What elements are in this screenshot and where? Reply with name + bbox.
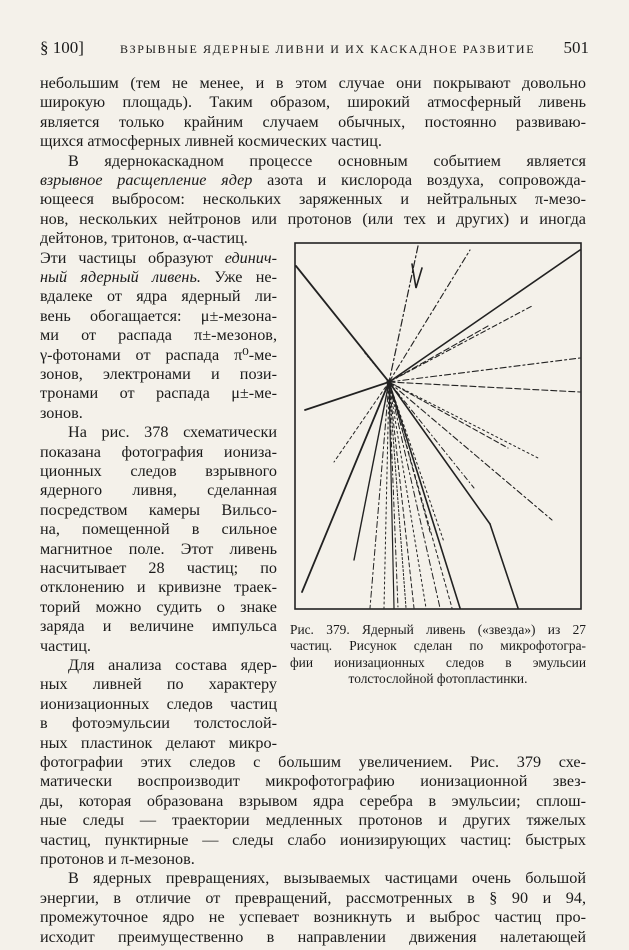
page-number: 501 <box>563 38 589 57</box>
text-line: магнитное поле. Этот ливень <box>40 539 277 558</box>
text-line: торий можно судить о знаке <box>40 597 277 616</box>
solid-track <box>389 250 580 382</box>
primary-track <box>389 246 418 382</box>
text-line: дейтонов, тритонов, α-частиц. <box>40 229 248 248</box>
text-line: ных ливней по характеру <box>40 675 277 694</box>
text-line: матически воспроизводит микрофотографию ионизационной звез- <box>40 772 586 791</box>
dotted-track <box>389 382 474 488</box>
interaction-vertex <box>386 379 391 384</box>
running-title: ВЗРЫВНЫЕ ЯДЕРНЫЕ ЛИВНИ И ИХ КАСКАДНОЕ РАЗВИТИЕ <box>120 42 536 56</box>
solid-track <box>354 382 389 560</box>
text-line: ми от распада π±-мезонов, <box>40 326 277 345</box>
section-number: § 100] <box>40 38 84 57</box>
text-line: ющееся выбросом: нескольких заряженных и нейтральных π-мезо- <box>40 190 586 209</box>
figure-caption-line: Рис. 379. Ядерный ливень («звезда») из 27 <box>290 622 586 637</box>
text-line: ионизационных следов частиц <box>40 694 277 713</box>
dashed-track <box>389 306 532 382</box>
figure-caption-line: фии ионизационных следов в эмульсии <box>290 654 586 670</box>
text-line: отклонению и кривизне траек- <box>40 578 277 597</box>
italic-term: ный ядерный ливень. <box>40 268 201 286</box>
text-line: нов, нескольких нейтронов или протонов (или тех и других) и иногда <box>40 209 586 228</box>
text-line: зонов. <box>40 403 83 422</box>
dashed-track <box>389 382 580 392</box>
solid-track <box>305 382 389 410</box>
text-line: энергии, в отличие от превращений, рассмотренных в § 90 и 94, <box>40 888 586 907</box>
text-line: ционных следов взрывного <box>40 462 277 480</box>
dotted-track <box>389 382 538 458</box>
text-line: посредством камеры Вильсо- <box>40 500 277 519</box>
text-line: небольшим (тем не менее, и в этом случае они покрывают довольно <box>40 74 586 92</box>
figure-frame <box>295 243 581 609</box>
text-line: широкую площадь). Таким образом, широкий атмосферный ливень <box>40 93 586 112</box>
text-line: щихся атмосферных ливней космических частиц. <box>40 132 382 151</box>
text-line: показана фотография иониза- <box>40 442 277 461</box>
text-line: на, помещенной в сильное <box>40 520 277 539</box>
text-line: насчитывает 28 частиц; по <box>40 559 277 577</box>
text-line: В ядерных превращениях, вызываемых частицами очень большой <box>68 869 586 888</box>
italic-term: единич- <box>224 248 277 267</box>
running-header <box>40 38 589 60</box>
text-line: ные следы — траектории медленных протонов и других тяжелых <box>40 811 586 830</box>
dotted-track <box>370 382 389 608</box>
figure-caption-line: частиц. Рисунок сделан по микрофотогра- <box>290 638 586 654</box>
text-line: вень обогащается: μ±-мезона- <box>40 306 277 325</box>
text-line: ный ядерный ливень. Уже не- <box>40 268 278 286</box>
text-line: ных пластинок делают микро- <box>40 733 277 752</box>
text-line: протонов и π-мезонов. <box>40 850 195 868</box>
text-line: заряда и величине импульса <box>40 617 277 636</box>
text-line: зонов, электронами и пози- <box>40 365 277 383</box>
figure-caption-line: толстослойной фотопластинки. <box>348 671 528 687</box>
text-line: вдалеке от ядра ядерный ли- <box>40 287 277 306</box>
text-line: является только крайним случаем обычных, постоянно развиваю- <box>40 112 586 131</box>
text-line: исходит преимущественно в направлении движения налетающей <box>40 927 586 946</box>
text-line: частиц, пунктирные — следы слабо ионизирующих частиц: быстрых <box>40 830 586 849</box>
text-line: В ядернокаскадном процессе основным событием является <box>68 151 586 170</box>
solid-track <box>296 266 389 382</box>
text-line: в фотоэмульсии толстослой- <box>40 714 277 733</box>
figure-379-nuclear-star <box>294 242 582 612</box>
solid-track <box>302 382 389 592</box>
italic-term: взрывное расщепление ядер <box>40 171 253 189</box>
dashed-track <box>389 382 552 520</box>
solid-track <box>490 524 518 608</box>
solid-track <box>389 382 490 524</box>
text-line: тронами от распада μ±-ме- <box>40 384 277 403</box>
text-line: На рис. 378 схематически <box>68 423 277 442</box>
text-line: промежуточное ядро не успевает возникнуть и выброс частиц про- <box>40 908 586 927</box>
dotted-track <box>364 352 389 382</box>
text-line: ды, которая образована взрывом ядра серебра в эмульсии; сплош- <box>40 791 586 810</box>
text-line: Эти частицы образуют единич- <box>40 248 277 267</box>
text-line: ядерного ливня, сделанная <box>40 481 277 500</box>
text-line: частиц. <box>40 636 91 655</box>
text-line: Для анализа состава ядер- <box>68 656 277 674</box>
text-line: взрывное расщепление ядер азота и кислорода воздуха, сопровожда- <box>40 171 586 189</box>
star-diagram <box>294 242 582 612</box>
dashed-track <box>389 250 470 382</box>
text-line: γ-фотонами от распада π⁰-ме- <box>40 345 277 364</box>
text-line: фотографии этих следов с большим увеличением. Рис. 379 схе- <box>40 753 586 771</box>
dotted-track <box>389 382 444 542</box>
